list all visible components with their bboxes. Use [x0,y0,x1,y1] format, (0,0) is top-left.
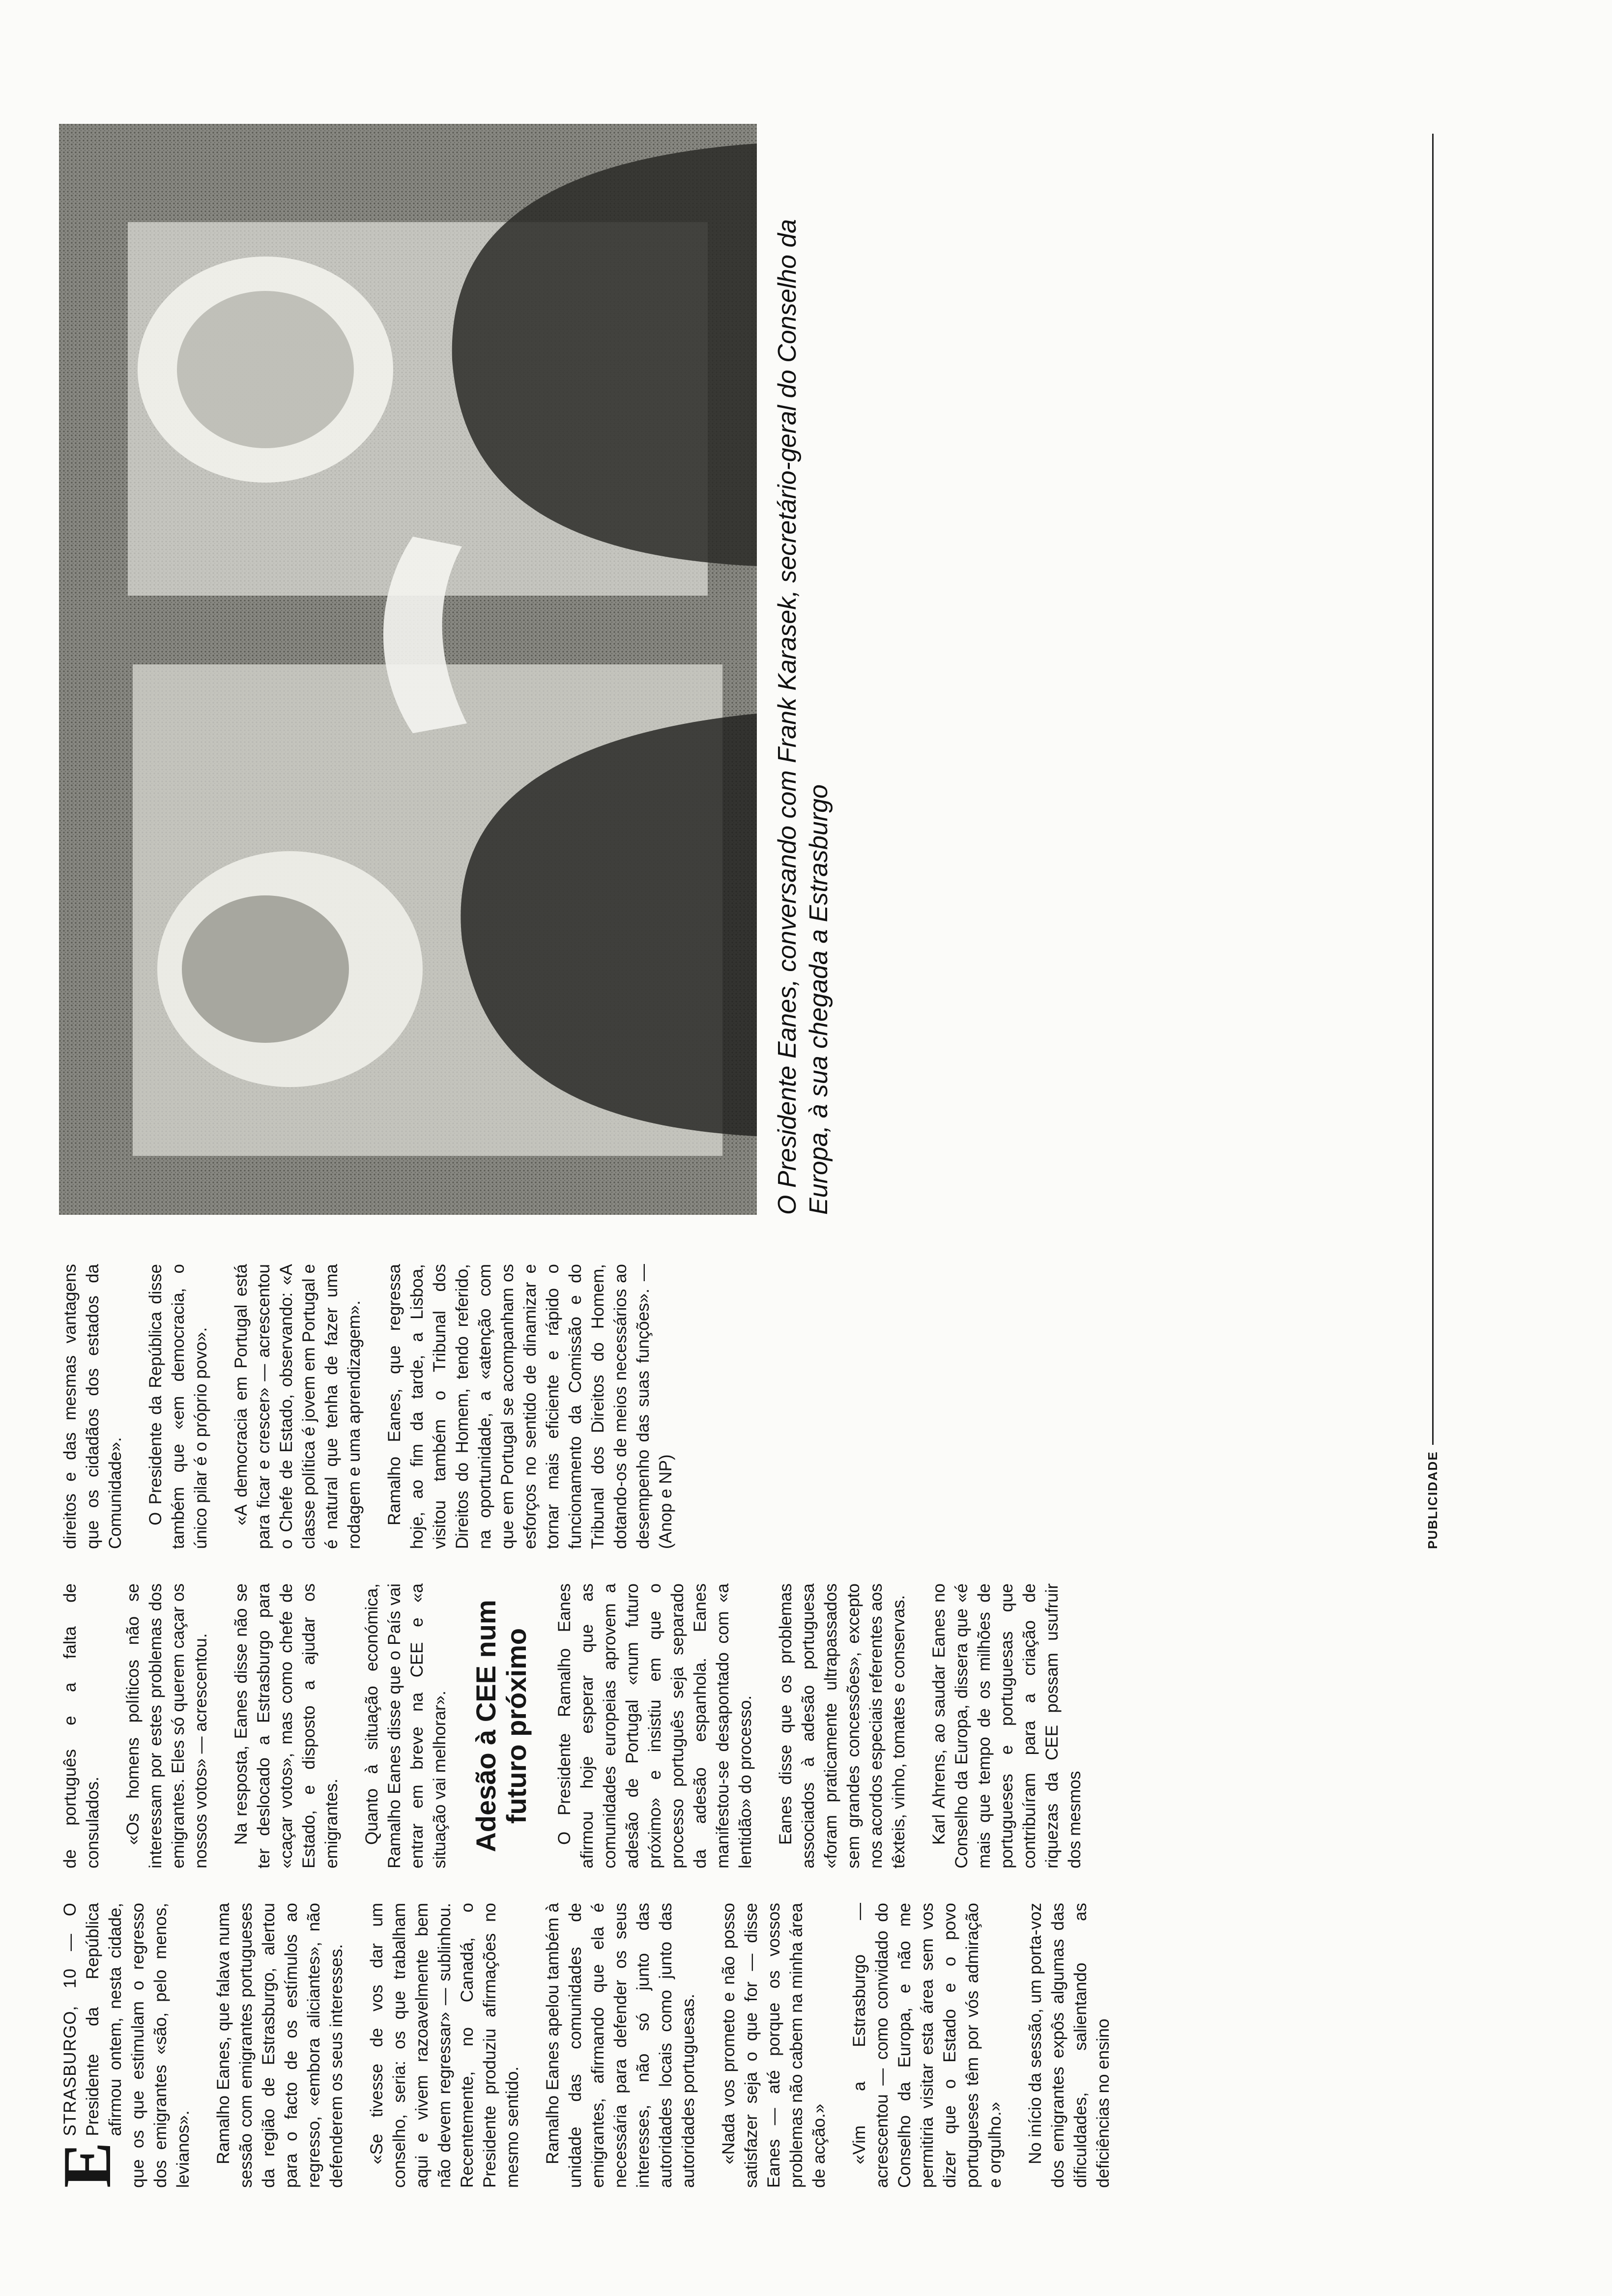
publicidade-label: PUBLICIDADE [1425,1451,1440,1549]
paragraph: «Os homens políticos não se interessam por estes problemas dos emigrantes. Eles só querem caçar os nossos votos» — acrescentou. [123,1583,210,1868]
paragraph: Eanes disse que os problemas associados à adesão portuguesa «foram praticamente ultrapassados sem grandes concessões», excepto nos acordos especiais referentes aos têxteis, vinho, tomates e conservas. [776,1583,908,1868]
paragraph: Karl Ahrens, ao saudar Eanes no Conselho da Europa, dissera que «é mais que tempo de os milhões de portugueses e portuguesas que contribuíram para a criação de riquezas da CEE possam usufruir dos mesmos [929,1583,1084,1868]
paragraph: Quanto à situação económica, Ramalho Eanes disse que o País vai entrar em breve na CEE e «a situação vai melhorar». [362,1583,449,1868]
paragraph: «Se tivesse de vos dar um conselho, seria: os que trabalham aqui e vivem razoavelmente bem não devem regressar» — sublinhou. Recentemente, no Canadá, o Presidente produziu afirmações no mesmo sentido. [367,1903,522,2188]
paragraph-text: O Presidente da República afirmou ontem, nesta cidade, que os que estimulam o regresso dos emigrantes «são, pelo menos, levianos». [60,1903,193,2188]
photo-illustration [59,124,757,1215]
article-body [49,1254,1410,2188]
paragraph: Ramalho Eanes, que regressa hoje, ao fim da tarde, a Lisboa, visitou também o Tribunal dos Direitos do Homem, tendo referido, na oportunidade, a «atenção com que em Portugal se acompanham os esforços no sentido de dinamizar e tornar mais eficiente e rápido o funcionamento da Comissão e do Tribunal dos Direitos do Homem, dotando-os de meios necessários ao desempenho das suas funções». — (Anop e NP) [385,1264,675,1549]
article-column-3 [59,1264,695,1549]
paragraph: direitos e das mesmas vantagens que os cidadãos dos estados da Comunidade». [60,1264,125,1549]
paragraph: No início da sessão, um porta-voz dos emigrantes expôs algumas das dificuldades, salientando as deficiências no ensino [1026,1903,1113,2188]
newspaper-clipping [49,106,1484,2188]
photo-caption: O Presidente Eanes, conversando com Frank Karasek, secretário-geral do Conselho da Europa, à sua chegada a Estrasburgo [773,219,833,1215]
divider [1432,134,1434,1445]
paragraph: «A democracia em Portugal está para ficar e crescer» — acrescentou o Chefe de Estado, observando: «A classe política é jovem em Portugal e é natural que tenha de fazer uma rodagem e uma aprendizagem». [231,1264,364,1549]
paragraph: de português e a falta de consulados. [60,1583,102,1868]
section-subheading: Adesão à CEE num futuro próximo [470,1600,532,1852]
paragraph: «Vim a Estrasburgo — acrescentou — como convidado do Conselho da Europa, e não me permitiria visitar esta área sem vos dizer que o Estado e o povo portugueses têm por vós admiração e orgulho.» [850,1903,1005,2188]
dropcap-letter: E [49,2142,125,2188]
paragraph: Ramalho Eanes apelou também à unidade das comunidades de emigrantes, afirmando que ela é necessária para defender os seus interesses, não só junto das autoridades locais como junto das autoridades portuguesas. [543,1903,698,2188]
paragraph: «Nada vos prometo e não posso satisfazer seja o que for — disse Eanes — até porque os vossos problemas não cabem na minha área de acção.» [719,1903,829,2188]
paragraph: Ramalho Eanes, que falava numa sessão com emigrantes portugueses da região de Estrasburgo, alertou para o facto de os estímulos ao regresso, «embora aliciantes», não defenderem os seus interesses. [214,1903,346,2188]
paragraph: Na resposta, Eanes disse não se ter deslocado a Estrasburgo para «caçar votos», mas como chefe de Estado, e disposto a ajudar os emigrantes. [231,1583,341,1868]
paragraph: O Presidente da República disse também que «em democracia, o único pilar é o próprio povo». [146,1264,210,1549]
dateline: STRASBURGO, 10 — [60,1916,80,2136]
article-column-2 [59,1583,1104,1868]
news-photo [59,124,757,1215]
paragraph: O Presidente Ramalho Eanes afirmou hoje esperar que as comunidades europeias aprovem a adesão de Portugal «num futuro próximo» e insistiu em que o processo português seja separado da adesão espanhola. Eanes manifestou-se desapontado com «a lentidão» do processo. [555,1583,755,1868]
article-column-1 [49,1903,1132,2188]
publicidade-rule [1425,134,1440,1549]
lead-paragraph [49,1903,195,2188]
